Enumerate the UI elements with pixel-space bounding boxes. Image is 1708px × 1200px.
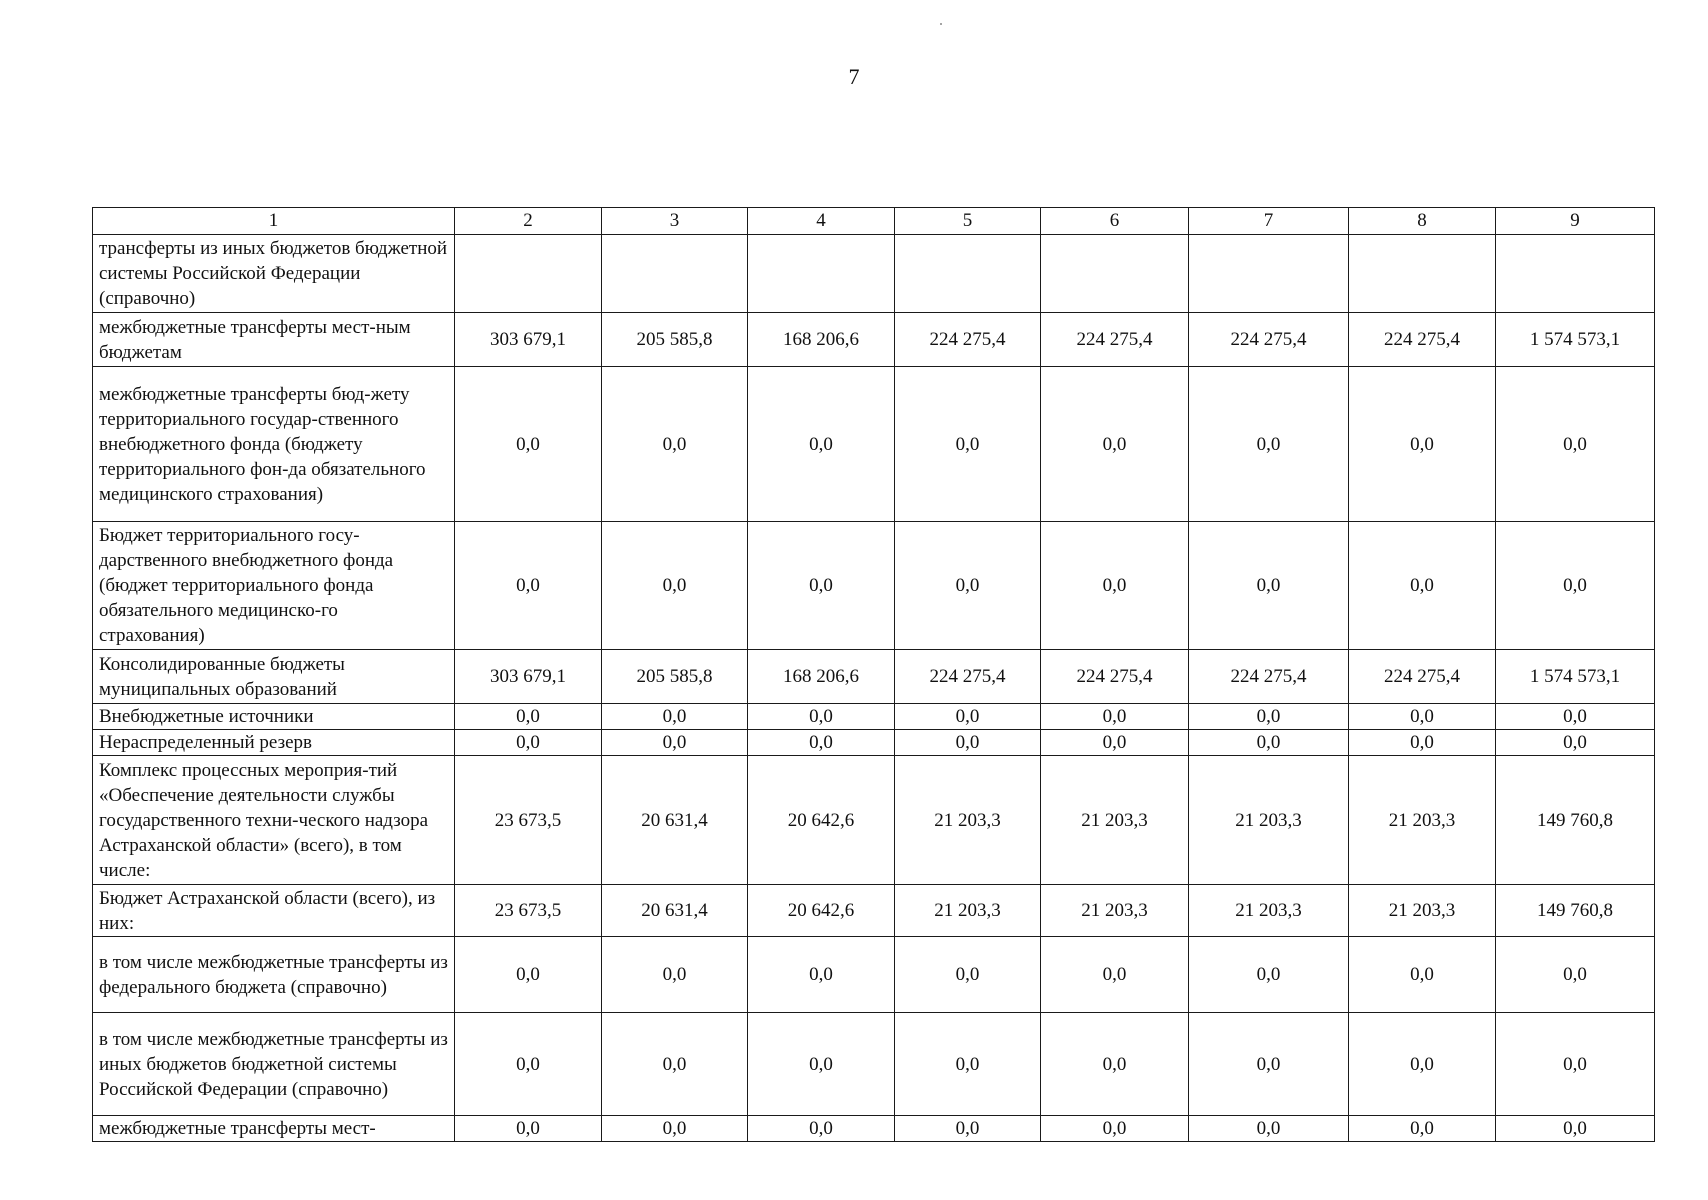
value-cell: 21 203,3 [1041,885,1189,937]
value-cell: 0,0 [1041,522,1189,650]
value-cell: 0,0 [602,1116,748,1142]
value-cell: 0,0 [602,937,748,1013]
value-cell: 0,0 [1041,730,1189,756]
value-cell: 303 679,1 [455,313,602,367]
value-cell: 0,0 [1041,937,1189,1013]
value-cell: 224 275,4 [895,650,1041,704]
value-cell: 0,0 [895,730,1041,756]
value-cell: 0,0 [1041,367,1189,522]
table-row [93,1116,1655,1142]
value-cell [895,235,1041,313]
value-cell: 0,0 [455,730,602,756]
column-number-cell: 5 [895,208,1041,235]
value-cell: 0,0 [1041,1013,1189,1116]
value-cell: 0,0 [895,522,1041,650]
row-label-cell: в том числе межбюджетные трансферты из иных бюджетов бюджетной системы Российской Федерации (справочно) [93,1013,455,1116]
value-cell: 0,0 [455,1013,602,1116]
value-cell: 0,0 [602,367,748,522]
value-cell: 0,0 [1189,1013,1349,1116]
value-cell: 0,0 [1349,1116,1496,1142]
value-cell: 20 631,4 [602,885,748,937]
value-cell: 21 203,3 [895,756,1041,885]
value-cell: 0,0 [1349,522,1496,650]
value-cell: 0,0 [1349,937,1496,1013]
row-label-cell: в том числе межбюджетные трансферты из федерального бюджета (справочно) [93,937,455,1013]
value-cell: 0,0 [602,1013,748,1116]
value-cell [1189,235,1349,313]
value-cell: 0,0 [895,937,1041,1013]
value-cell [1496,235,1655,313]
column-number-cell: 7 [1189,208,1349,235]
row-label-cell: межбюджетные трансферты бюд-жету территориального государ-ственного внебюджетного фонда (бюджету территориального фон-да обязательного медицинского страхования) [93,367,455,522]
row-label-cell: межбюджетные трансферты мест- [93,1116,455,1142]
value-cell: 0,0 [748,367,895,522]
value-cell [1041,235,1189,313]
table-row [93,730,1655,756]
value-cell: 0,0 [602,704,748,730]
value-cell: 0,0 [1496,522,1655,650]
value-cell: 0,0 [1041,1116,1189,1142]
value-cell: 0,0 [455,522,602,650]
value-cell: 149 760,8 [1496,756,1655,885]
value-cell: 0,0 [602,522,748,650]
value-cell: 0,0 [1189,704,1349,730]
column-number-cell: 1 [93,208,455,235]
value-cell: 21 203,3 [1349,885,1496,937]
value-cell: 0,0 [455,1116,602,1142]
value-cell: 21 203,3 [1041,756,1189,885]
value-cell: 0,0 [1496,1013,1655,1116]
value-cell: 0,0 [1496,1116,1655,1142]
value-cell: 205 585,8 [602,313,748,367]
value-cell: 0,0 [895,1116,1041,1142]
row-label-cell: Комплекс процессных мероприя-тий «Обеспечение деятельности службы государственного техни-ческого надзора Астраханской области» (всего), в том числе: [93,756,455,885]
value-cell: 0,0 [1349,730,1496,756]
row-label-cell: Бюджет территориального госу-дарственного внебюджетного фонда (бюджет территориального фонда обязательного медицинско-го страхования) [93,522,455,650]
value-cell: 0,0 [1349,367,1496,522]
value-cell: 0,0 [1496,937,1655,1013]
value-cell: 0,0 [1349,704,1496,730]
value-cell: 149 760,8 [1496,885,1655,937]
column-number-cell: 4 [748,208,895,235]
value-cell: 205 585,8 [602,650,748,704]
value-cell: 224 275,4 [1349,650,1496,704]
table-row [93,313,1655,367]
value-cell: 0,0 [1041,704,1189,730]
value-cell: 168 206,6 [748,650,895,704]
value-cell: 23 673,5 [455,885,602,937]
value-cell: 20 642,6 [748,885,895,937]
value-cell: 0,0 [748,937,895,1013]
value-cell [602,235,748,313]
value-cell: 0,0 [895,704,1041,730]
table-row [93,1013,1655,1116]
value-cell: 0,0 [1189,367,1349,522]
value-cell: 0,0 [748,704,895,730]
column-number-cell: 3 [602,208,748,235]
value-cell: 0,0 [748,522,895,650]
value-cell: 224 275,4 [1041,650,1189,704]
value-cell: 21 203,3 [1189,756,1349,885]
value-cell [748,235,895,313]
value-cell: 21 203,3 [1189,885,1349,937]
table-row [93,937,1655,1013]
value-cell: 224 275,4 [895,313,1041,367]
value-cell: 1 574 573,1 [1496,313,1655,367]
value-cell [455,235,602,313]
table-row [93,885,1655,937]
table-row [93,704,1655,730]
row-label-cell: Бюджет Астраханской области (всего), из них: [93,885,455,937]
column-number-cell: 2 [455,208,602,235]
value-cell: 0,0 [1189,1116,1349,1142]
value-cell: 0,0 [455,937,602,1013]
value-cell: 0,0 [455,704,602,730]
budget-table [92,207,1655,1142]
table-row [93,367,1655,522]
value-cell: 0,0 [895,367,1041,522]
row-label-cell: Внебюджетные источники [93,704,455,730]
value-cell: 0,0 [1189,522,1349,650]
column-number-row [93,208,1655,235]
value-cell: 0,0 [1496,367,1655,522]
value-cell: 224 275,4 [1189,650,1349,704]
row-label-cell: трансферты из иных бюджетов бюджетной системы Российской Федерации (справочно) [93,235,455,313]
row-label-cell: Нераспределенный резерв [93,730,455,756]
value-cell: 0,0 [748,1116,895,1142]
value-cell: 0,0 [1189,937,1349,1013]
value-cell: 20 631,4 [602,756,748,885]
value-cell: 0,0 [602,730,748,756]
value-cell: 168 206,6 [748,313,895,367]
value-cell: 0,0 [895,1013,1041,1116]
value-cell: 21 203,3 [1349,756,1496,885]
value-cell: 20 642,6 [748,756,895,885]
column-number-cell: 6 [1041,208,1189,235]
value-cell: 0,0 [1349,1013,1496,1116]
value-cell: 0,0 [455,367,602,522]
value-cell: 0,0 [1496,730,1655,756]
value-cell: 23 673,5 [455,756,602,885]
table-row [93,650,1655,704]
value-cell: 0,0 [748,730,895,756]
value-cell: 0,0 [1189,730,1349,756]
value-cell [1349,235,1496,313]
value-cell: 303 679,1 [455,650,602,704]
column-number-cell: 9 [1496,208,1655,235]
value-cell: 0,0 [1496,704,1655,730]
column-number-cell: 8 [1349,208,1496,235]
value-cell: 21 203,3 [895,885,1041,937]
table-row [93,235,1655,313]
table-row [93,756,1655,885]
row-label-cell: Консолидированные бюджеты муниципальных образований [93,650,455,704]
table-body [93,208,1655,1142]
table-row [93,522,1655,650]
value-cell: 224 275,4 [1349,313,1496,367]
page-number: 7 [848,64,860,89]
value-cell: 0,0 [748,1013,895,1116]
value-cell: 224 275,4 [1189,313,1349,367]
value-cell: 1 574 573,1 [1496,650,1655,704]
row-label-cell: межбюджетные трансферты мест-ным бюджетам [93,313,455,367]
value-cell: 224 275,4 [1041,313,1189,367]
